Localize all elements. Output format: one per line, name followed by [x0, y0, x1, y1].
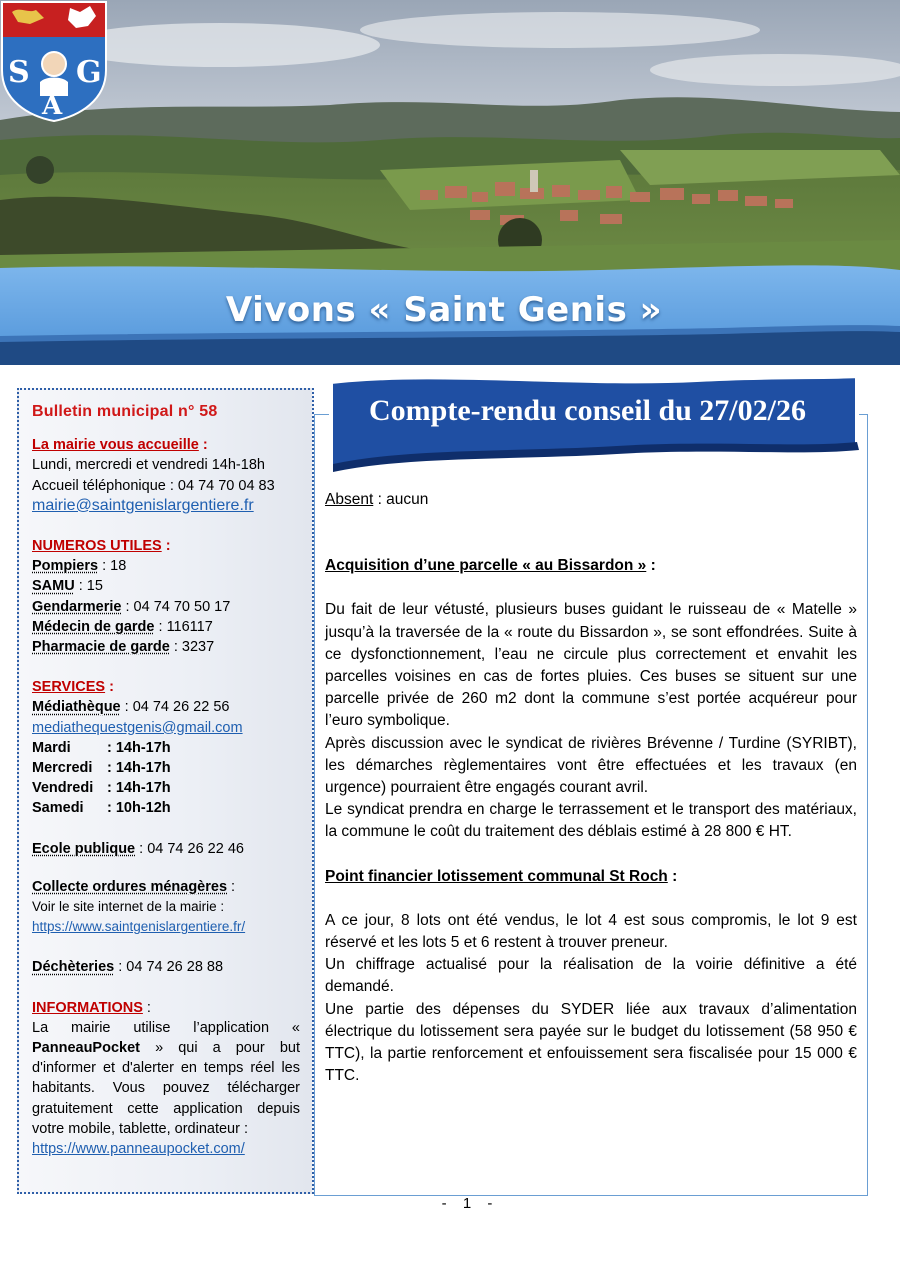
ecole-line: Ecole publique : 04 74 26 22 46 — [32, 840, 244, 857]
informations-text: La mairie utilise l’application « PanneauPocket » qui a pour but d'informer et d'alerter en temps réel les habitants. Vous pouvez télécharger gratuitement cette application depuis votre mobile, tablette, ordinateur : — [32, 1019, 300, 1137]
bulletin-title: Bulletin municipal n° 58 — [32, 403, 218, 420]
mairie-heading: La mairie vous accueille — [32, 437, 199, 454]
informations-section: INFORMATIONS : La mairie utilise l’application « PanneauPocket » qui a pour but d'informer et d'alerter en temps réel les habitants. Vous pouvez télécharger gratuitement cette application depuis votre mobile, tablette, ordinateur : https://www.panneaupocket.com/ — [32, 998, 300, 1160]
sidebar-info-box — [17, 388, 314, 1194]
mediatheque-line: Médiathèque : 04 74 26 22 56 — [32, 699, 230, 716]
schedule-row: Mardi : 14h-17h — [32, 739, 171, 756]
decheteries-line: Déchèteries : 04 74 26 28 88 — [32, 959, 224, 976]
section-1-paragraph: Du fait de leur vétusté, plusieurs buses guidant le ruisseau de « Matelle » jusqu’à la traversée de la « route du Bissardon », se sont effondrées. Suite à ce dysfonctionnement, l’eau ne circule plus correctement et envahit les parcelles voisines en cas de fortes pluies. Ces buses se situent sur une parcelle privée de 260 m2 dont la commune s’est portée acquéreur pour l’euro symbolique. — [325, 601, 857, 730]
numeros-heading: NUMEROS UTILES — [32, 538, 162, 555]
mairie-phone: Accueil téléphonique : 04 74 70 04 83 — [32, 477, 275, 494]
section-2-title: Point financier lotissement communal St Roch : — [325, 867, 678, 885]
title-ribbon — [317, 372, 862, 484]
section-1-title: Acquisition d’une parcelle « au Bissardon » : — [325, 557, 656, 575]
collecte-section: Collecte ordures ménagères : Voir le site internet de la mairie : https://www.saintgenislargentiere.fr/ — [32, 877, 300, 938]
numero-item: SAMU : 15 — [32, 578, 103, 595]
numero-item: Gendarmerie : 04 74 70 50 17 — [32, 598, 231, 615]
article-body — [325, 489, 857, 1087]
section-2-paragraph: Un chiffrage actualisé pour la réalisation de la voirie définitive a été demandé. — [325, 956, 857, 996]
mediatheque-email-link[interactable]: mediathequestgenis@gmail.com — [32, 719, 243, 736]
numero-item: Pharmacie de garde : 3237 — [32, 639, 215, 656]
header-banner — [0, 0, 900, 365]
mairie-email-link[interactable]: mairie@saintgenislargentiere.fr — [32, 496, 254, 514]
numero-item: Pompiers : 18 — [32, 558, 127, 575]
panneaupocket-link[interactable]: https://www.panneaupocket.com/ — [32, 1141, 245, 1158]
saint-genis-crest-icon — [0, 0, 108, 122]
schedule-row: Samedi : 10h-12h — [32, 800, 171, 817]
mairie-website-link[interactable]: https://www.saintgenislargentiere.fr/ — [32, 919, 246, 935]
schedule-row: Mercredi : 14h-17h — [32, 760, 171, 777]
numero-item: Médecin de garde : 116117 — [32, 618, 213, 635]
mairie-hours: Lundi, mercredi et vendredi 14h-18h — [32, 457, 265, 474]
absent-line: Absent : aucun — [325, 491, 429, 508]
banner-title: Vivons « Saint Genis » — [225, 290, 663, 330]
svg-text:G: G — [76, 55, 102, 90]
informations-heading: INFORMATIONS — [32, 999, 143, 1016]
mairie-section: La mairie vous accueille : Lundi, mercredi et vendredi 14h-18h Accueil téléphonique : 04 74 70 04 83 mairie@saintgenislargentiere.fr — [32, 435, 300, 516]
services-heading: SERVICES — [32, 679, 106, 696]
services-section: SERVICES : Médiathèque : 04 74 26 22 56 mediathequestgenis@gmail.com Mardi : 14h-17h Mercredi : 14h-17h Vendredi : 14h-17h Samedi : 10h-12h — [32, 677, 300, 818]
section-2-paragraph: A ce jour, 8 lots ont été vendus, le lot 4 est sous compromis, le lot 9 est réservé et les lots 5 et 6 restent à trouver preneur. — [325, 911, 857, 952]
svg-text:A: A — [42, 91, 63, 121]
council-report-title: Compte-rendu conseil du 27/02/26 — [369, 394, 806, 427]
schedule-row: Vendredi : 14h-17h — [32, 780, 171, 797]
svg-text:S: S — [8, 55, 30, 90]
section-2-paragraph: Une partie des dépenses du SYDER liée aux travaux d’alimentation électrique du lotissement sera payée sur le budget du lotissement (58 950 € TTC), la partie renforcement et enfouissement sera fiscalisée pour 15 000 € TTC. — [325, 1000, 857, 1085]
page-number: - 1 - — [441, 1195, 499, 1212]
section-1-paragraph: Le syndicat prendra en charge le terrassement et le transport des matériaux, la commune le coût du traitement des déblais estimé à 28 800 € HT. — [325, 801, 857, 841]
numeros-section: NUMEROS UTILES : Pompiers : 18 SAMU : 15 Gendarmerie : 04 74 70 50 17 Médecin de garde : 116117 Pharmacie de garde : 3237 — [32, 536, 300, 657]
section-1-paragraph: Après discussion avec le syndicat de rivières Brévenne / Turdine (SYRIBT), les démarches règlementaires vont être effectuées et les travaux (en urgence) pourraient être engagés courant avril. — [325, 734, 857, 797]
